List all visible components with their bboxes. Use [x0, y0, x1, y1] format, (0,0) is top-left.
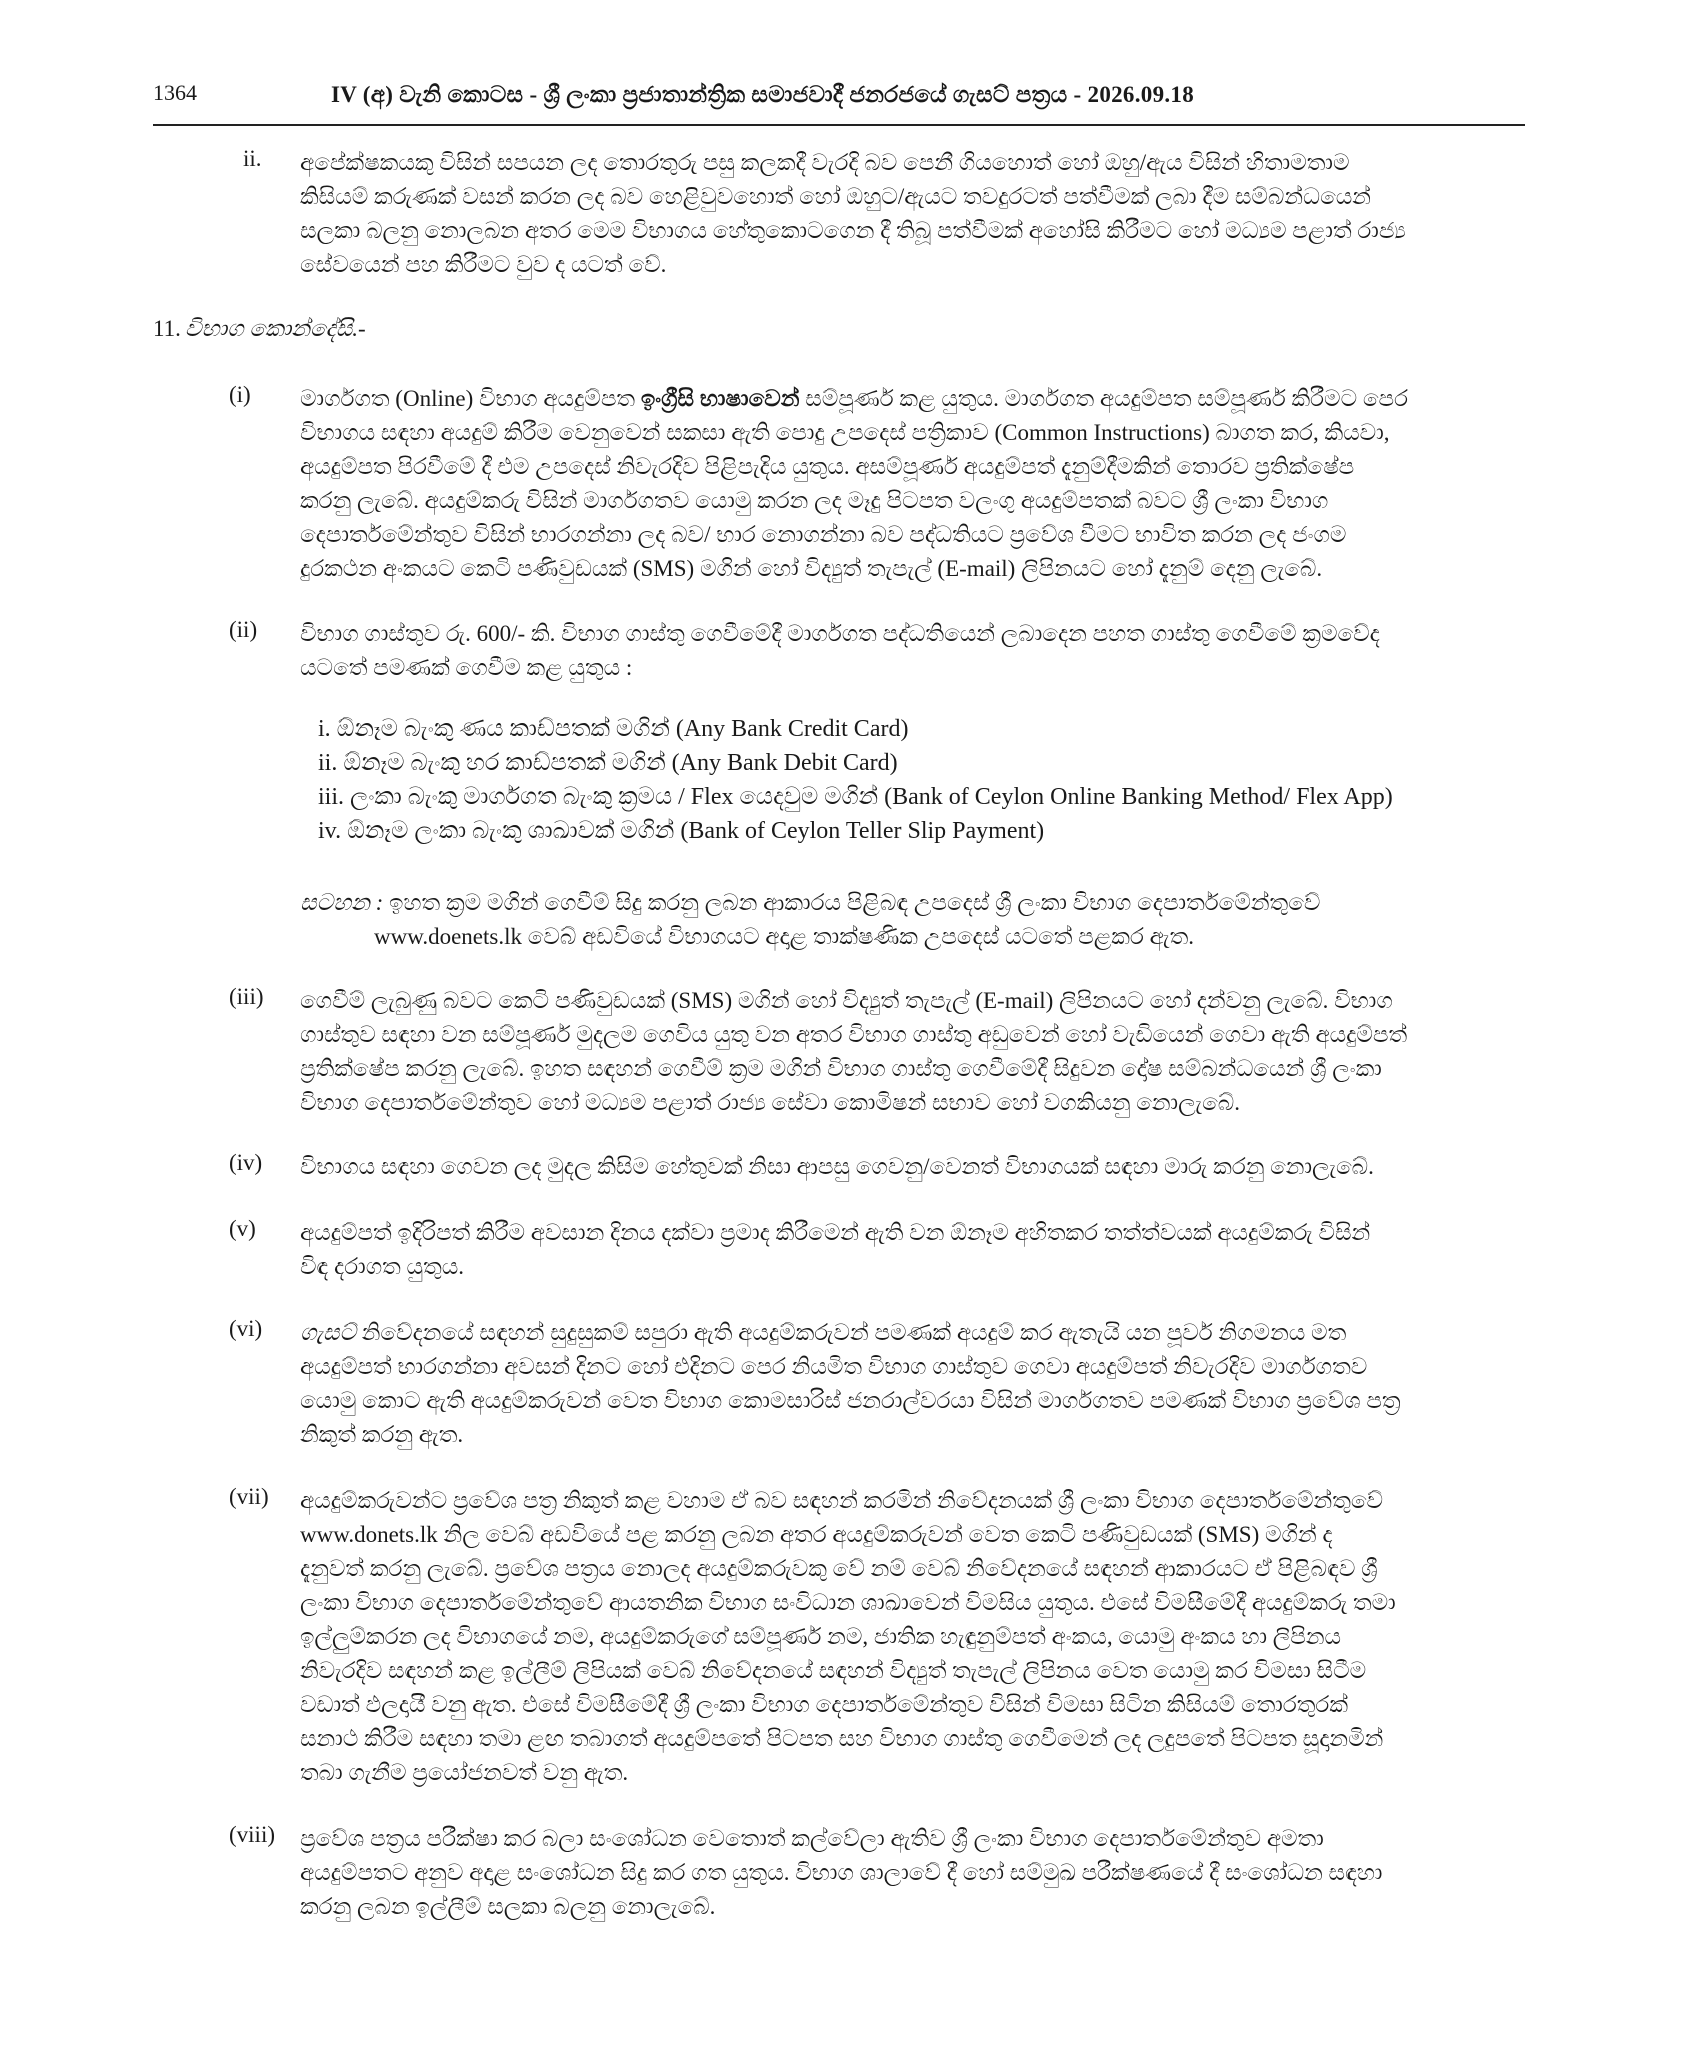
- payment-method-item: iii. ලංකා බැංකු මාර්ගගත බැංකු ක්‍රමය / Flex යෙදවුම මගින් (Bank of Ceylon Online Banking Method/ Flex App): [318, 784, 1393, 810]
- condition-label: (i): [229, 382, 251, 407]
- page-number: 1364: [153, 80, 197, 105]
- condition-label: (vii): [229, 1484, 269, 1509]
- condition-label: (ii): [229, 617, 258, 642]
- english-language-emphasis: ඉංග්‍රීසි භාෂාවෙන්: [640, 386, 800, 411]
- condition-text: ගෙවීම් ලැබුණු බවට කෙටි පණිවුඩයක් (SMS) මගින් හෝ විද්‍යුත් තැපැල් (E-mail) ලිපිනයට හෝ දන්වනු ලැබේ. විභාග ගාස්තුව සඳහා වන සම්පූර්ණ මුදලම ගෙවිය යුතු වන අතර විභාග ගාස්තු අඩුවෙන් හෝ වැඩියෙන් ගෙවා ඇති අයදුම්පත් ප්‍රතික්ෂේප කරනු ලැබේ. ඉහත සඳහන් ගෙවීම් ක්‍රම මගින් විභාග ගාස්තු ගෙවීමේදී සිදුවන දෝෂ සම්බන්ධයෙන් ශ්‍රී ලංකා විභාග දෙපාර්තමේන්තුව හෝ මධ්‍යම පළාත් රාජ්‍ය සේවා කොමිෂන් සභාව හෝ වගකියනු නොලැබේ.: [300, 988, 1408, 1115]
- condition-label: (iii): [229, 984, 264, 1009]
- condition-text: ගැසට් නිවේදනයේ සඳහන් සුදුසුකම් සපුරා ඇති අයදුම්කරුවන් පමණක් අයදුම් කර ඇතැයි යන පූර්ව නිගමනය මත අයදුම්පත් භාරගන්නා අවසන් දිනට හෝ එදිනට පෙර නියමිත විභාග ගාස්තුව ගෙවා අයදුම්පත් නිවැරදිව මාර්ගගතව යොමු කොට ඇති අයදුම්කරුවන් වෙත විභාග කොමසාරිස් ජනරාල්වරයා විසින් මාර්ගගතව පමණක් විභාග ප්‍රවේශ පත්‍ර නිකුත් කරනු ඇත.: [300, 1320, 1401, 1447]
- note-label: සටහන :: [300, 890, 384, 915]
- gazette-word: ගැසට්: [300, 1320, 356, 1345]
- condition-text: විභාග ගාස්තුව රු. 600/- කි. විභාග ගාස්තු ගෙවීමේදී මාර්ගගත පද්ධතියෙන් ලබාදෙන පහත ගාස්තු ගෙවීමේ ක්‍රමවේද යටතේ පමණක් ගෙවීම කළ යුතුය :: [300, 621, 1380, 680]
- condition-text: අයදුම්කරුවන්ට ප්‍රවේශ පත්‍ර නිකුත් කළ වහාම ඒ බව සඳහන් කරමින් නිවේදනයක් ශ්‍රී ලංකා විභාග දෙපාර්තමේන්තුවේ www.donets.lk නිල වෙබ් අඩවියේ පළ කරනු ලබන අතර අයදුම්කරුවන් වෙත කෙටි පණිවුඩයක් (SMS) මගින් ද දැනුවත් කරනු ලැබේ. ප්‍රවේශ පත්‍රය නොලද අයදුම්කරුවකු වේ නම් වෙබ් නිවේදනයේ සඳහන් ආකාරයට ඒ පිළිබඳව ශ්‍රී ලංකා විභාග දෙපාර්තමේන්තුවේ ආයතනික විභාග සංවිධාන ශාඛාවෙන් විමසිය යුතුය. එසේ විමසීමේදී අයදුම්කරු තමා ඉල්ලුම්කරන ලද විභාගයේ නම, අයදුම්කරුගේ සම්පූර්ණ නම, ජාතික හැඳුනුම්පත් අංකය, යොමු අංකය හා ලිපිනය නිවැරදිව සඳහන් කළ ඉල්ලීම් ලිපියක් වෙබ් නිවේදනයේ සඳහන් විද්‍යුත් තැපැල් ලිපිනය වෙත යොමු කර විමසා සිටීම වඩාත් ඵලදායී වනු ඇත. එසේ විමසීමේදී ශ්‍රී ලංකා විභාග දෙපාර්තමේන්තුව විසින් විමසා සිටින කිසියම් තොරතුරක් සනාථ කිරීම සඳහා තමා ළඟ තබාගත් අයදුම්පතේ පිටපත සහ විභාග ගාස්තු ගෙවීමෙන් ලද ලදුපතේ පිටපත සූදානමින් තබා ගැනීම ප්‍රයෝජනවත් වනු ඇත.: [300, 1488, 1396, 1785]
- condition-text: මාර්ගගත (Online) විභාග අයදුම්පත ඉංග්‍රීසි භාෂාවෙන් සම්පූර්ණ කළ යුතුය. මාර්ගගත අයදුම්පත සම්පූර්ණ කිරීමට පෙර විභාගය සඳහා අයදුම් කිරීම වෙනුවෙන් සකසා ඇති පොදු උපදෙස් පත්‍රිකාව (Common Instructions) බාගත කර, කියවා, අයදුම්පත පිරවීමේ දී එම උපදෙස් නිවැරදිව පිළිපැදිය යුතුය. අසම්පූර්ණ අයදුම්පත් දැනුම්දීමකින් තොරව ප්‍රතික්ෂේප කරනු ලැබේ. අයදුම්කරු විසින් මාර්ගගතව යොමු කරන ලද මෑදු පිටපත වලංගු අයදුම්පතක් බවට ශ්‍රී ලංකා විභාග දෙපාර්තමේන්තුව විසින් භාරගන්නා ලද බව/ භාර නොගන්නා බව පද්ධතියට ප්‍රවේශ වීමට භාවිත කරන ලද ජංගම දුරකථන අංකයට කෙටි පණිවුඩයක් (SMS) මගින් හෝ විද්‍යුත් තැපැල් (E-mail) ලිපිනයට හෝ දැනුම් දෙනු ලැබේ.: [300, 386, 1408, 581]
- section-heading: [153, 316, 366, 342]
- payment-method-item: i. ඕනෑම බැංකු ණය කාඩ්පතක් මගින් (Any Bank Credit Card): [318, 716, 909, 742]
- section-number: 11.: [153, 316, 181, 341]
- condition-text: විභාගය සඳහා ගෙවන ලද මුදල කිසිම හේතුවක් නිසා ආපසු ගෙවනු/වෙනත් විභාගයක් සඳහා මාරු කරනු නොලැබේ.: [300, 1154, 1374, 1179]
- condition-label: (iv): [229, 1150, 263, 1175]
- condition-label: (viii): [229, 1822, 275, 1847]
- page-header: [153, 80, 1525, 126]
- condition-label: (v): [229, 1216, 256, 1241]
- condition-label: (vi): [229, 1316, 263, 1341]
- section-title: විභාග කොන්දේසි.-: [184, 316, 366, 341]
- condition-text: ප්‍රවේශ පත්‍රය පරීක්ෂා කර බලා සංශෝධන වෙතොත් කල්වේලා ඇතිව ශ්‍රී ලංකා විභාග දෙපාර්තමේන්තුව අමතා අයදුම්පතට අනුව අදාළ සංශෝධන සිදු කර ගත යුතුය. විභාග ශාලාවේ දී හෝ සම්මුඛ පරීක්ෂණයේ දී සංශෝධන සඳහා කරනු ලබන ඉල්ලීම් සලකා බලනු නොලැබේ.: [300, 1826, 1383, 1919]
- payment-method-item: iv. ඕනෑම ලංකා බැංකු ශාඛාවක් මගින් (Bank of Ceylon Teller Slip Payment): [318, 818, 1045, 844]
- clause-label: ii.: [243, 146, 262, 171]
- clause-text: අපේක්ෂකයකු විසින් සපයන ලද තොරතුරු පසු කලකදී වැරදි බව පෙනී ගියහොත් හෝ ඔහු/ඇය විසින් හිතාමතාම කිසියම් කරුණක් වසන් කරන ලද බව හෙළිවුවහොත් හෝ ඔහුට/ඇයට තවදුරටත් පත්වීමක් ලබා දීම සම්බන්ධයෙන් සලකා බලනු නොලබන අතර මෙම විභාගය හේතුකොටගෙන දී තිබූ පත්වීමක් අහෝසි කිරීමට හෝ මධ්‍යම පළාත් රාජ්‍ය සේවයෙන් පහ කිරීමට වුව ද යටත් වේ.: [300, 150, 1406, 277]
- gazette-title: IV (අ) වැනි කොටස - ශ්‍රී ලංකා ප්‍රජාතාන්ත්‍රික සමාජවාදී ජනරජයේ ගැසට් පත්‍රය - 2026.09.18: [331, 82, 1195, 107]
- payment-note: සටහන : ඉහත ක්‍රම මගින් ගෙවීම් සිදු කරනු ලබන ආකාරය පිළිබඳ උපදෙස් ශ්‍රී ලංකා විභාග දෙපාර්තමේන්තුවේ www.doenets.lk වෙබ් අඩවියේ විභාගයට අදාළ තාක්ෂණික උපදෙස් යටතේ පළකර ඇත.: [300, 890, 1321, 949]
- payment-method-item: ii. ඕනෑම බැංකු හර කාඩ්පතක් මගින් (Any Bank Debit Card): [318, 750, 898, 776]
- condition-text: අයදුම්පත් ඉදිරිපත් කිරීම අවසාන දිනය දක්වා ප්‍රමාද කිරීමෙන් ඇති වන ඕනෑම අහිතකර තත්ත්වයක් අයදුම්කරු විසින් විඳ දරාගත යුතුය.: [300, 1220, 1371, 1279]
